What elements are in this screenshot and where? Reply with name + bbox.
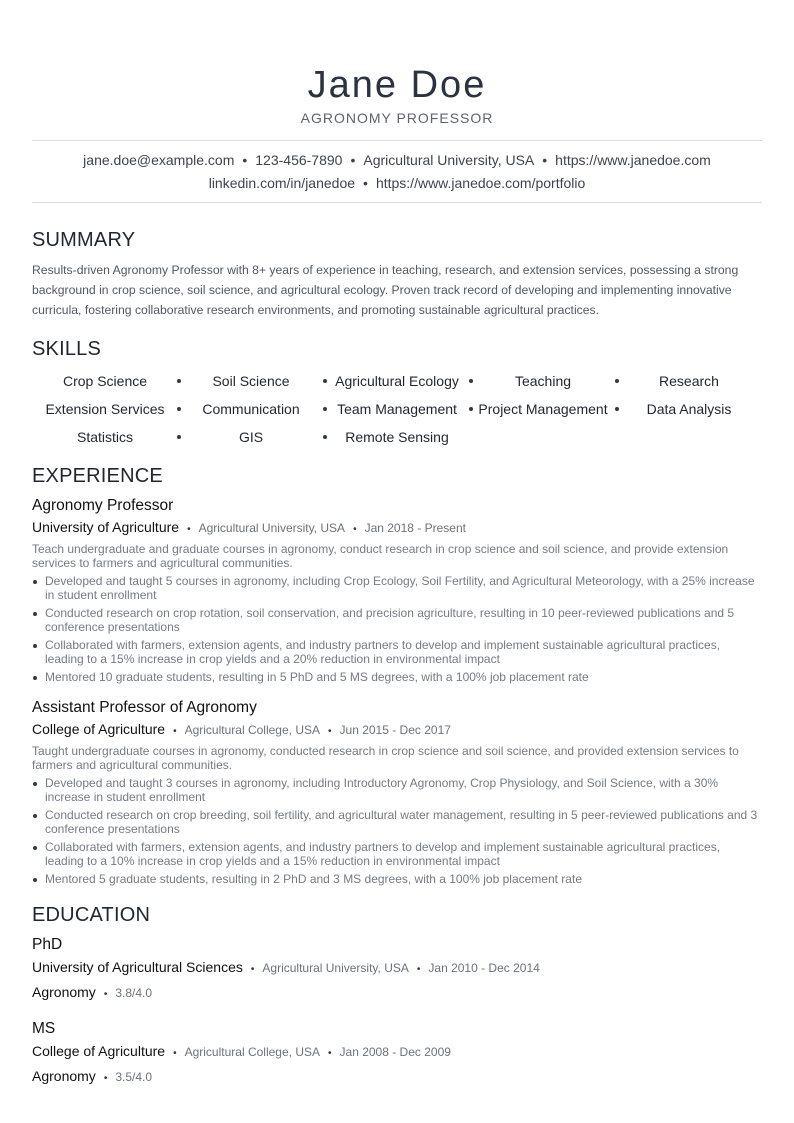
edu-school: College of Agriculture [32,1043,166,1059]
job-meta [32,518,762,539]
edu-field: Agronomy [32,984,96,1000]
experience-heading: EXPERIENCE [32,465,163,487]
skill-item: Data Analysis [646,401,732,417]
skill-item: GIS [178,423,324,451]
job-role: Assistant Professor of Agronomy [32,699,257,716]
skill-item: Statistics [32,423,178,451]
summary-heading: SUMMARY [32,229,136,251]
education-heading: EDUCATION [32,904,151,926]
edu-school: University of Agricultural Sciences [32,959,243,975]
list-item: Mentored 10 graduate students, resulting in 5 PhD and 5 MS degrees, with a 100% job placement rate [32,670,762,684]
edu-field-line [32,1066,762,1089]
contact-phone[interactable]: 123-456-7890 [255,152,343,168]
bullet-dot [33,676,37,680]
skills-grid [32,367,762,451]
job-bullets [32,574,762,684]
job-description: Taught undergraduate courses in agronomy, conducted research in crop science and soil science, and provided extension services to farmers and agricultural communities. [32,744,739,772]
skill-item: Team Management [324,395,470,423]
contact-separator: • [350,152,356,168]
bullet-dot [33,814,37,818]
contact-linkedin[interactable]: linkedin.com/in/janedoe [208,175,356,191]
meta-separator: • [173,1048,177,1059]
contact-portfolio[interactable]: https://www.janedoe.com/portfolio [375,175,586,191]
meta-separator: • [353,524,357,535]
job-location: Agricultural University, USA [198,521,346,535]
contact-website[interactable]: https://www.janedoe.com [555,152,711,168]
edu-field-line [32,982,762,1005]
edu-school-line [32,957,762,980]
meta-separator: • [187,524,191,535]
skill-item: Soil Science [178,367,324,395]
candidate-name: Jane Doe [307,64,487,106]
list-item: Collaborated with farmers, extension agents, and industry partners to develop and implement sustainable agricultural practices, leading to a 15% increase in crop yields and a 20% reduction in environmental impact [32,638,762,666]
edu-location: Agricultural College, USA [184,1045,320,1059]
list-item: Collaborated with farmers, extension agents, and industry partners to develop and implement sustainable agricultural practices, leading to a 10% increase in crop yields and a 15% reduction in environmental impact [32,840,762,868]
bullet-dot [33,878,37,882]
bullet-dot [33,580,37,584]
job-role: Agronomy Professor [32,497,174,514]
skill-item: Remote Sensing [345,429,449,445]
job-entry [32,496,762,684]
skill-item: Research [659,373,719,389]
candidate-title: AGRONOMY PROFESSOR [300,110,494,126]
meta-separator: • [173,726,177,737]
meta-separator: • [103,989,108,1000]
summary-text: Results-driven Agronomy Professor with 8+ years of experience in teaching, research, and extension services, possessing a strong background in crop science, soil science, and agricultural ecology. Proven track record of developing and implementing innovative curricula, fostering collaborative research environments, and promoting sustainable agricultural practices. [32,263,739,317]
edu-dates: Jan 2008 - Dec 2009 [339,1045,451,1059]
contact-location: Agricultural University, USA [363,152,535,168]
summary-section [32,229,762,320]
job-dates: Jan 2018 - Present [364,521,466,535]
contact-separator: • [242,152,248,168]
bullet-dot [33,644,37,648]
meta-separator: • [328,726,332,737]
skill-item: Project Management [470,395,616,423]
education-section [32,904,762,1089]
job-description: Teach undergraduate and graduate courses in agronomy, conduct research in crop science and soil science, and provide extension services to farmers and agricultural communities. [32,542,729,570]
skills-heading: SKILLS [32,338,102,360]
edu-gpa: 3.5/4.0 [115,1070,153,1084]
contact-email[interactable]: jane.doe@example.com [83,152,235,168]
meta-separator: • [416,964,421,975]
job-org: University of Agriculture [32,519,180,535]
job-org: College of Agriculture [32,721,166,737]
list-item: Developed and taught 3 courses in agronomy, including Introductory Agronomy, Crop Physiology, and Soil Science, with a 30% increase in student enrollment [32,776,762,804]
contact-line-1 [32,149,762,172]
edu-field: Agronomy [32,1068,96,1084]
contact-line-2 [32,172,762,195]
experience-section [32,465,762,886]
education-entry [32,1019,762,1089]
job-entry [32,698,762,886]
edu-degree: PhD [32,936,63,953]
edu-degree: MS [32,1020,56,1037]
list-item: Conducted research on crop rotation, soil conservation, and precision agriculture, resulting in 10 peer-reviewed publications and 5 conference presentations [32,606,762,634]
skill-item: Extension Services [32,395,178,423]
skills-section [32,338,762,451]
job-location: Agricultural College, USA [184,723,320,737]
meta-separator: • [328,1048,332,1059]
edu-location: Agricultural University, USA [262,961,409,975]
resume-header [0,0,794,126]
contact-separator: • [542,152,548,168]
job-bullets [32,776,762,886]
list-item: Developed and taught 5 courses in agronomy, including Crop Ecology, Soil Fertility, and Agricultural Meteorology, with a 25% increase in student enrollment [32,574,762,602]
skill-item: Communication [178,395,324,423]
bullet-dot [33,782,37,786]
edu-gpa: 3.8/4.0 [115,986,153,1000]
edu-dates: Jan 2010 - Dec 2014 [428,961,540,975]
job-meta [32,720,762,741]
bullet-dot [33,612,37,616]
contact-separator: • [363,175,368,191]
bullet-dot [33,846,37,850]
edu-school-line [32,1041,762,1064]
contact-bar [32,140,762,203]
job-dates: Jun 2015 - Dec 2017 [339,723,451,737]
education-entry [32,935,762,1005]
meta-separator: • [250,964,255,975]
skill-item: Crop Science [32,367,178,395]
skill-item: Teaching [470,367,616,395]
meta-separator: • [103,1073,108,1084]
list-item: Conducted research on crop breeding, soil fertility, and agricultural water management, resulting in 5 peer-reviewed publications and 3 conference presentations [32,808,762,836]
list-item: Mentored 5 graduate students, resulting in 2 PhD and 3 MS degrees, with a 100% job placement rate [32,872,762,886]
skill-item: Agricultural Ecology [324,367,470,395]
